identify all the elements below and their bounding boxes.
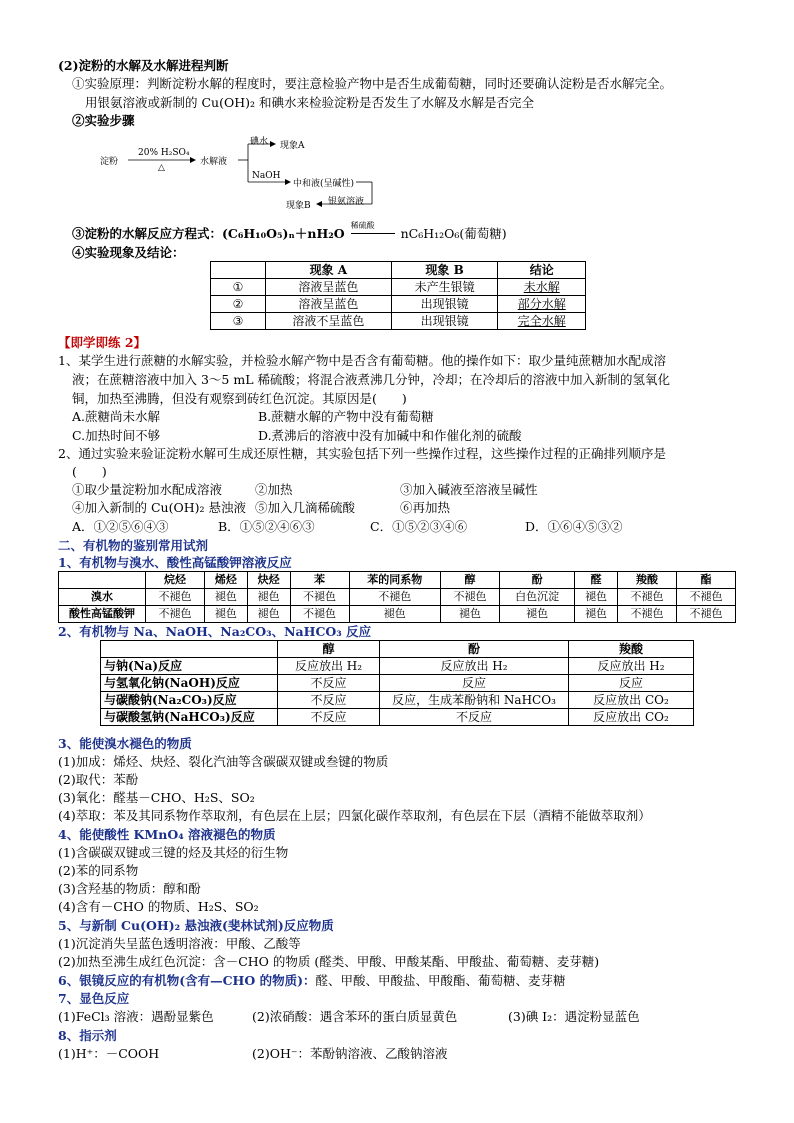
list-item: (3)碘 I₂：遇淀粉显蓝色 bbox=[508, 1009, 640, 1024]
principle-text: ①实验原理：判断淀粉水解的程度时，要注意检验产物中是否生成葡萄糖，同时还要确认淀粉是否水解完全。 bbox=[72, 76, 673, 91]
table-cell: 不反应 bbox=[380, 709, 569, 726]
table-header: 炔烃 bbox=[247, 572, 290, 589]
table-row bbox=[211, 296, 586, 313]
table-cell: 与碳酸钠(Na₂CO₃)反应 bbox=[101, 692, 278, 709]
table-cell: 褪色 bbox=[575, 589, 618, 606]
table-header bbox=[211, 262, 266, 279]
flow-starch: 淀粉 bbox=[100, 157, 119, 167]
heading-3: 3、能使溴水褪色的物质 bbox=[58, 736, 192, 751]
q1-text: 1、某学生进行蔗糖的水解实验，并检验水解产物中是否含有葡萄糖。他的操作如下：取少量纯蔗糖加水配成溶 bbox=[58, 353, 666, 368]
list-item: (2)苯的同系物 bbox=[58, 863, 139, 878]
equation-catalyst: 稀硫酸 bbox=[350, 221, 375, 230]
table-cell: 反应 bbox=[380, 675, 569, 692]
list-item: (1)加成：烯烃、炔烃、裂化汽油等含碳碳双键或叁键的物质 bbox=[58, 754, 389, 769]
heading-5: 5、与新制 Cu(OH)₂ 悬浊液(斐林试剂)反应物质 bbox=[58, 918, 334, 933]
part2-title: 二、有机物的鉴别常用试剂 bbox=[58, 538, 209, 553]
list-item: (4)萃取：苯及其同系物作萃取剂，有色层在上层；四氯化碳作萃取剂，有色层在下层（酒精不能做萃取剂） bbox=[58, 808, 651, 823]
table-cell: 褪色 bbox=[205, 589, 248, 606]
table-header: 羧酸 bbox=[617, 572, 676, 589]
q1-option-b[interactable]: B.蔗糖水解的产物中没有葡萄糖 bbox=[258, 409, 434, 424]
flow-phen-a: 现象A bbox=[280, 141, 305, 151]
table-cell: 反应，生成苯酚钠和 NaHCO₃ bbox=[380, 692, 569, 709]
q1-option-c[interactable]: C.加热时间不够 bbox=[72, 428, 161, 443]
principle-text-2: 用银氨溶液或新制的 Cu(OH)₂ 和碘水来检验淀粉是否发生了水解及水解是否完全 bbox=[85, 95, 534, 110]
table-cell: 褪色 bbox=[247, 606, 290, 623]
table-cell: 溶液呈蓝色 bbox=[266, 296, 392, 313]
flow-heat: △ bbox=[158, 163, 165, 173]
table-cell: 不反应 bbox=[278, 692, 380, 709]
q2-option-a[interactable]: A．①②⑤⑥④③ bbox=[72, 519, 169, 534]
table-header bbox=[59, 572, 146, 589]
table-cell: 反应放出 CO₂ bbox=[569, 692, 694, 709]
flow-iodine: 碘水 bbox=[250, 137, 269, 147]
flow-phen-b: 现象B bbox=[286, 201, 311, 211]
q2-step: ⑤加入几滴稀硫酸 bbox=[255, 500, 356, 515]
table-cell: 褪色 bbox=[575, 606, 618, 623]
table-header: 醇 bbox=[278, 641, 380, 658]
table-header: 现象 A bbox=[266, 262, 392, 279]
table-row bbox=[101, 658, 694, 675]
q2-step: ③加入碱液至溶液呈碱性 bbox=[400, 482, 538, 497]
list-item: (1)FeCl₃ 溶液：遇酚显紫色 bbox=[58, 1009, 214, 1024]
flow-neutral: 中和液(呈碱性) bbox=[293, 179, 355, 189]
table-cell: 不褪色 bbox=[676, 606, 735, 623]
list-item: (1)含碳碳双键或三键的烃及其烃的衍生物 bbox=[58, 845, 289, 860]
table-cell: 未产生银镜 bbox=[391, 279, 498, 296]
table-cell: 出现银镜 bbox=[391, 313, 498, 330]
list-item: (2)加热至沸生成红色沉淀：含－CHO 的物质 (醛类、甲酸、甲酸某酯、甲酸盐、葡萄糖、麦芽糖) bbox=[58, 954, 600, 969]
table-cell: 褪色 bbox=[349, 606, 440, 623]
flow-acid: 20% H₂SO₄ bbox=[138, 148, 190, 158]
q1-text-3: 铜，加热至沸腾，但没有观察到砖红色沉淀。其原因是( ) bbox=[72, 391, 407, 406]
table-cell: ③ bbox=[211, 313, 266, 330]
table-header: 酚 bbox=[380, 641, 569, 658]
steps-heading: ②实验步骤 bbox=[72, 113, 135, 128]
table-cell: 溴水 bbox=[59, 589, 146, 606]
table-cell: 不褪色 bbox=[146, 606, 205, 623]
table-cell: 不反应 bbox=[278, 709, 380, 726]
q2-option-b[interactable]: B．①⑤②④⑥③ bbox=[218, 519, 315, 534]
q2-option-c[interactable]: C．①⑤②③④⑥ bbox=[370, 519, 468, 534]
table-header: 苯 bbox=[290, 572, 349, 589]
table-header: 现象 B bbox=[391, 262, 498, 279]
table-cell: 褪色 bbox=[440, 606, 499, 623]
table-cell: 不褪色 bbox=[617, 589, 676, 606]
q1-option-d[interactable]: D.煮沸后的溶液中没有加碱中和作催化剂的硫酸 bbox=[258, 428, 522, 443]
table-header: 羧酸 bbox=[569, 641, 694, 658]
table-cell: 完全水解 bbox=[498, 313, 586, 330]
table-cell: 不褪色 bbox=[146, 589, 205, 606]
equation-line bbox=[72, 221, 507, 242]
table-header: 醛 bbox=[575, 572, 618, 589]
table-header bbox=[101, 641, 278, 658]
table-cell: ① bbox=[211, 279, 266, 296]
equation-right: nC₆H₁₂O₆(葡萄糖) bbox=[400, 226, 507, 241]
table-row bbox=[59, 606, 736, 623]
list-item: (4)含有－CHO 的物质、H₂S、SO₂ bbox=[58, 899, 259, 914]
table-cell: 反应放出 H₂ bbox=[380, 658, 569, 675]
table-cell: 褪色 bbox=[205, 606, 248, 623]
section-title-starch: (2)淀粉的水解及水解进程判断 bbox=[58, 58, 229, 73]
table-row bbox=[211, 313, 586, 330]
table-cell: 未水解 bbox=[498, 279, 586, 296]
table-cell: 与氢氧化钠(NaOH)反应 bbox=[101, 675, 278, 692]
practice-title: 【即学即练 2】 bbox=[58, 335, 147, 350]
heading-4: 4、能使酸性 KMnO₄ 溶液褪色的物质 bbox=[58, 827, 276, 842]
list-item: (1)H⁺：－COOH bbox=[58, 1046, 160, 1061]
table-cell: 反应 bbox=[569, 675, 694, 692]
experiment-flow-diagram bbox=[100, 134, 430, 214]
list-item: (3)氧化：醛基－CHO、H₂S、SO₂ bbox=[58, 790, 255, 805]
heading-6-content: 醛、甲酸、甲酸盐、甲酸酯、葡萄糖、麦芽糖 bbox=[315, 973, 566, 988]
table-header: 酚 bbox=[499, 572, 574, 589]
q2-option-d[interactable]: D．①⑥④⑤③② bbox=[525, 519, 623, 534]
table-row bbox=[101, 709, 694, 726]
table-cell: 反应放出 H₂ bbox=[278, 658, 380, 675]
table-header: 烷烃 bbox=[146, 572, 205, 589]
table-cell: ② bbox=[211, 296, 266, 313]
table-cell: 溶液不呈蓝色 bbox=[266, 313, 392, 330]
table-cell: 部分水解 bbox=[498, 296, 586, 313]
heading-7: 7、显色反应 bbox=[58, 991, 130, 1006]
list-item: (2)OH⁻：苯酚钠溶液、乙酸钠溶液 bbox=[252, 1046, 448, 1061]
q1-text-2: 液；在蔗糖溶液中加入 3～5 mL 稀硫酸；将混合液煮沸几分钟，冷却；在冷却后的溶液中加入新制的氢氧化 bbox=[72, 372, 670, 387]
table-header: 烯烃 bbox=[205, 572, 248, 589]
table-cell: 褪色 bbox=[247, 589, 290, 606]
table-cell: 不褪色 bbox=[290, 589, 349, 606]
table-cell: 不反应 bbox=[278, 675, 380, 692]
table-cell: 出现银镜 bbox=[391, 296, 498, 313]
table-header: 醇 bbox=[440, 572, 499, 589]
q2-step: ⑥再加热 bbox=[400, 500, 451, 515]
table-cell: 溶液呈蓝色 bbox=[266, 279, 392, 296]
table-row bbox=[101, 692, 694, 709]
table-cell: 褪色 bbox=[499, 606, 574, 623]
table-cell: 不褪色 bbox=[290, 606, 349, 623]
table-cell: 不褪色 bbox=[440, 589, 499, 606]
table-row bbox=[59, 589, 736, 606]
list-item: (2)取代：苯酚 bbox=[58, 772, 139, 787]
table-header: 酯 bbox=[676, 572, 735, 589]
heading-6-line bbox=[58, 972, 566, 989]
q2-text: 2、通过实验来验证淀粉水解可生成还原性糖，其实验包括下列一些操作过程，这些操作过程的正确排列顺序是 bbox=[58, 446, 666, 461]
table-row bbox=[101, 675, 694, 692]
sodium-reaction-table bbox=[100, 640, 694, 726]
starch-result-table bbox=[210, 261, 586, 330]
flow-hydrolysate: 水解液 bbox=[200, 157, 228, 167]
heading-2: 2、有机物与 Na、NaOH、Na₂CO₃、NaHCO₃ 反应 bbox=[58, 624, 372, 639]
table-cell: 与钠(Na)反应 bbox=[101, 658, 278, 675]
table-cell: 反应放出 H₂ bbox=[569, 658, 694, 675]
heading-1: 1、有机物与溴水、酸性高锰酸钾溶液反应 bbox=[58, 555, 292, 570]
list-item: (1)沉淀消失呈蓝色透明溶液：甲酸、乙酸等 bbox=[58, 936, 301, 951]
q1-option-a[interactable]: A.蔗糖尚未水解 bbox=[72, 409, 161, 424]
q2-step: ②加热 bbox=[255, 482, 293, 497]
flow-naoh: NaOH bbox=[252, 171, 281, 181]
bromine-kmno4-table bbox=[58, 571, 736, 623]
q2-step: ①取少量淀粉加水配成溶液 bbox=[72, 482, 223, 497]
table-cell: 与碳酸氢钠(NaHCO₃)反应 bbox=[101, 709, 278, 726]
q2-blank: ( ) bbox=[72, 464, 107, 479]
heading-8: 8、指示剂 bbox=[58, 1028, 117, 1043]
table-cell: 酸性高锰酸钾 bbox=[59, 606, 146, 623]
table-cell: 白色沉淀 bbox=[499, 589, 574, 606]
list-item: (3)含羟基的物质：醇和酚 bbox=[58, 881, 201, 896]
table-cell: 不褪色 bbox=[349, 589, 440, 606]
q2-step: ④加入新制的 Cu(OH)₂ 悬浊液 bbox=[72, 500, 246, 515]
table-cell: 反应放出 CO₂ bbox=[569, 709, 694, 726]
table-cell: 不褪色 bbox=[676, 589, 735, 606]
heading-6: 6、银镜反应的有机物(含有—CHO 的物质)： bbox=[58, 973, 316, 988]
table-row bbox=[211, 279, 586, 296]
table-header: 苯的同系物 bbox=[349, 572, 440, 589]
table-cell: 不褪色 bbox=[617, 606, 676, 623]
equation-left: ③淀粉的水解反应方程式：(C₆H₁₀O₅)ₙ＋nH₂O bbox=[72, 226, 345, 241]
result-heading: ④实验现象及结论： bbox=[72, 245, 185, 260]
list-item: (2)浓硝酸：遇含苯环的蛋白质显黄色 bbox=[252, 1009, 458, 1024]
flow-silver: 银氨溶液 bbox=[328, 197, 365, 207]
table-header: 结论 bbox=[498, 262, 586, 279]
